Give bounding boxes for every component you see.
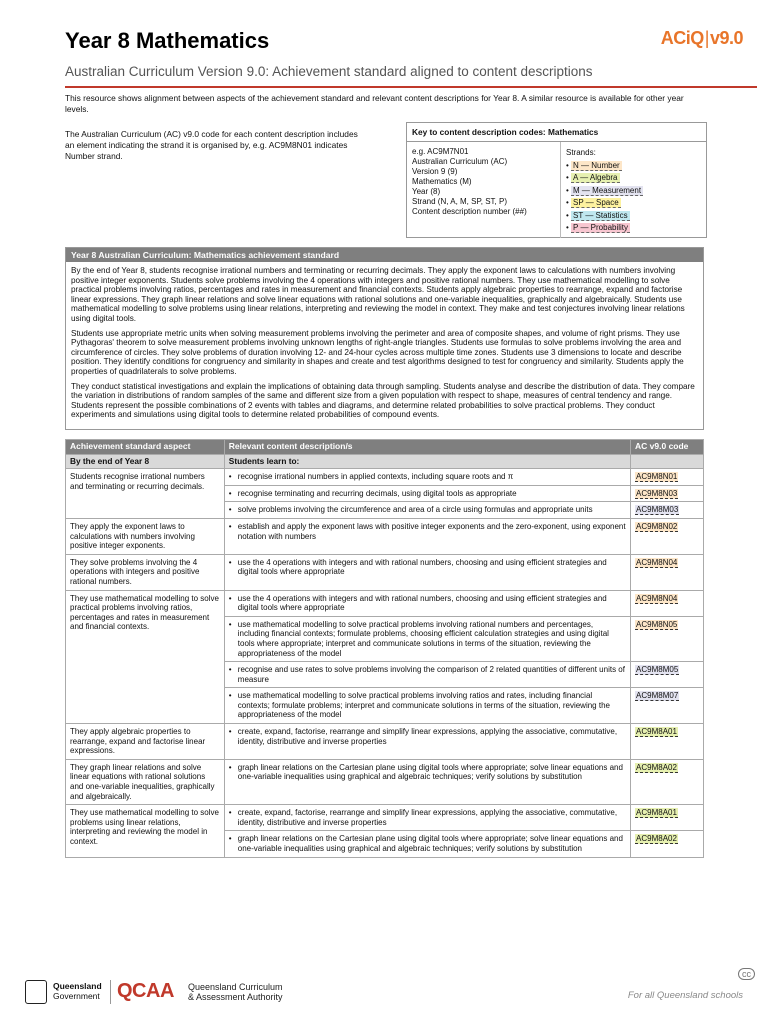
strand-label: P — Probability — [573, 223, 629, 232]
code-cell — [631, 688, 704, 724]
content-description: • graph linear relations on the Cartesian plane using digital tools where appropriate; solve linear equations and one-variable inequalities using graphical and algebraic techniques; verify solutions by substitution — [229, 763, 626, 782]
qg-line2: Government — [53, 990, 100, 1001]
content-description: • use mathematical modelling to solve practical problems involving ratios and rates, including financial contexts; formulate problems; interpret and communicate solutions in terms of the situation, reviewing the appropriateness of the model — [229, 691, 626, 720]
strand-label: M — Measurement — [573, 185, 642, 195]
achievement-paragraph: Students use appropriate metric units when solving measurement problems involving the perimeter and area of composite shapes, and volume of right prisms. They use Pythagoras' theorem to solve measurement problems involving unknown lengths of right-angle triangles. Students use formulas to solve problems involving the area and circumference of circles. They solve problems of duration involving 12- and 24-hour cycles across multiple time zones. Students use 3 dimensions to locate and describe position. They identify conditions for congruency and similarity in shapes and create and test algorithms designed to test for congruency and similarity. Students apply the properties of quadrilaterals to solve problems. — [71, 328, 684, 376]
code-key-box — [406, 122, 707, 238]
code-cell — [631, 518, 704, 554]
page-footer — [25, 969, 755, 1008]
content-description: • recognise terminating and recurring decimals, using digital tools as appropriate — [229, 489, 626, 499]
code-cell — [631, 805, 704, 831]
code-cell — [631, 469, 704, 486]
code-key-example — [412, 147, 557, 217]
key-line: Year (8) — [412, 187, 441, 196]
strands-label: Strands: — [566, 148, 596, 157]
header-divider — [65, 86, 757, 88]
content-code-link[interactable]: AC9M8N03 — [636, 488, 678, 498]
description-cell — [224, 469, 630, 486]
qcaa-name — [188, 982, 283, 1002]
content-description: • recognise and use rates to solve problems involving the comparison of 2 related quantities of different units of measure — [229, 665, 626, 684]
content-code-link[interactable]: AC9M8N01 — [636, 472, 678, 482]
subheader-code — [631, 454, 704, 469]
description-cell — [224, 616, 630, 661]
description-cell — [224, 831, 630, 857]
content-description: • use the 4 operations with integers and with rational numbers, choosing and using efficient strategies and digital tools where appropriate — [229, 594, 626, 613]
content-description: • use mathematical modelling to solve practical problems involving rational numbers and percentages, including financial contexts; formulate problems, choosing efficient calculation strategies and using digital tools where appropriate; interpret and communicate solutions in terms of the situation, reviewing the appropriateness of the model — [229, 620, 626, 658]
strand-label: SP — Space — [573, 198, 619, 207]
aspect-cell: They graph linear relations and solve linear equations with rational solutions and one-variable inequalities, graphically and algebraically. — [66, 759, 225, 804]
description-cell — [224, 688, 630, 724]
aciq-logo — [661, 28, 743, 49]
code-cell — [631, 831, 704, 857]
content-code-link[interactable]: AC9M8M05 — [636, 665, 679, 675]
description-cell — [224, 590, 630, 616]
qld-government-text — [53, 982, 102, 1001]
creative-commons-icon: cc — [738, 968, 755, 980]
aspect-cell: Students recognise irrational numbers and terminating or recurring decimals. — [66, 469, 225, 519]
footer-tagline: For all Queensland schools — [627, 990, 743, 1001]
description-cell — [224, 502, 630, 519]
table-row — [66, 554, 704, 590]
table-row — [66, 518, 704, 554]
table-row — [66, 759, 704, 804]
code-cell — [631, 502, 704, 519]
intro-paragraph: This resource shows alignment between aspects of the achievement standard and relevant content descriptions for Year 8. A similar resource is available for other year levels. — [65, 93, 684, 114]
aspect-cell: They use mathematical modelling to solve problems using linear relations, interpreting and reviewing the model in context. — [66, 805, 225, 857]
aspect-cell: They solve problems involving the 4 operations with integers and positive rational numbers. — [66, 554, 225, 590]
table-row — [66, 590, 704, 616]
code-cell — [631, 590, 704, 616]
strand-item — [566, 222, 704, 235]
strand-item — [566, 160, 704, 173]
column-header-description: Relevant content description/s — [224, 440, 630, 455]
table-subheader-row — [66, 454, 704, 469]
qcaa-line1: Queensland Curriculum — [188, 982, 283, 992]
achievement-paragraph: By the end of Year 8, students recognise irrational numbers and terminating or recurring decimals. They apply the exponent laws to calculations with numbers involving positive integer exponents. Students solve problems involving the 4 operations with integers and positive rational numbers. They use mathematical modelling to solve practical problems involving ratios, percentages and rates in measurement and financial contexts. Students apply algebraic properties to rearrange, expand and factorise linear expressions. They graph linear relations and solve linear equations with rational solutions and one-variable inequalities, graphically and algebraically. Students use mathematical modelling to solve problems using linear relations, interpreting and reviewing the model in context. They make and test conjectures involving linear relations using digital tools. — [71, 266, 685, 323]
logo-version: v9.0 — [709, 28, 743, 48]
content-code-link[interactable]: AC9M8A01 — [636, 808, 677, 818]
column-header-code: AC v9.0 code — [631, 440, 704, 455]
content-description: • create, expand, factorise, rearrange and simplify linear expressions, applying the associative, commutative, identity, distributive and inverse properties — [229, 727, 626, 746]
code-cell — [631, 759, 704, 804]
content-description: • graph linear relations on the Cartesian plane using digital tools where appropriate; solve linear equations and one-variable inequalities using graphical and algebraic techniques; verify solutions by substitution — [229, 834, 626, 853]
description-cell — [224, 805, 630, 831]
content-description: • recognise irrational numbers in applied contexts, including square roots and π — [229, 472, 626, 482]
table-row — [66, 805, 704, 831]
code-key-heading: Key to content description codes: Mathematics — [407, 123, 706, 142]
subheader-aspect: By the end of Year 8 — [66, 454, 225, 469]
table-row — [66, 469, 704, 486]
achievement-paragraph: They conduct statistical investigations and explain the implications of obtaining data through sampling. Students analyse and describe the distribution of data. They compare the variation in distributions of random samples of the same and different size from a given population with respect to shape, measures of central tendency and range. Students represent the possible combinations of 2 events with tables and diagrams, and determine related probabilities to solve practical problems. They conduct experiments and simulations using digital tools to determine related probabilities of compound events. — [71, 381, 695, 420]
content-description: • use the 4 operations with integers and with rational numbers, choosing and using efficient strategies and digital tools where appropriate — [229, 558, 626, 577]
strand-label: A — Algebra — [573, 173, 618, 182]
content-code-link[interactable]: AC9M8N05 — [636, 619, 678, 629]
logo-separator: | — [704, 28, 709, 48]
achievement-standard-body — [66, 262, 703, 429]
achievement-standard-heading: Year 8 Australian Curriculum: Mathematics achievement standard — [66, 248, 703, 262]
content-code-link[interactable]: AC9M8N04 — [636, 557, 678, 567]
code-cell — [631, 485, 704, 502]
page-title: Year 8 Mathematics — [65, 28, 270, 53]
qcaa-line2: & Assessment Authority — [188, 992, 283, 1002]
description-cell — [224, 662, 630, 688]
content-code-link[interactable]: AC9M8M07 — [636, 691, 679, 701]
table-header-row — [66, 440, 704, 455]
key-line: e.g. AC9M7N01 — [412, 147, 469, 156]
logo-left: ACiQ — [660, 28, 704, 48]
strand-list — [566, 147, 704, 235]
footer-divider — [110, 980, 111, 1004]
subheader-description: Students learn to: — [224, 454, 630, 469]
key-line: Australian Curriculum (AC) — [412, 157, 508, 166]
content-code-link[interactable]: AC9M8A01 — [636, 727, 677, 737]
aspect-cell: They use mathematical modelling to solve practical problems involving ratios, percentages and rates in measurement and financial contexts. — [66, 590, 225, 724]
code-cell — [631, 616, 704, 661]
content-code-link[interactable]: AC9M8A02 — [636, 834, 677, 844]
strand-label: ST — Statistics — [573, 210, 628, 220]
key-line: Mathematics (M) — [412, 177, 472, 186]
key-line: Version 9 (9) — [412, 167, 458, 176]
key-line: Strand (N, A, M, SP, ST, P) — [412, 197, 507, 206]
strand-item — [566, 185, 704, 198]
content-description: • solve problems involving the circumference and area of a circle using formulas and appropriate units — [229, 505, 626, 515]
content-description: • create, expand, factorise, rearrange and simplify linear expressions, applying the associative, commutative, identity, distributive and inverse properties — [229, 808, 626, 827]
page-subtitle: Australian Curriculum Version 9.0: Achievement standard aligned to content descriptions — [65, 64, 593, 79]
description-cell — [224, 724, 630, 760]
strand-items — [566, 160, 704, 235]
table-body — [66, 469, 704, 857]
code-explanation: The Australian Curriculum (AC) v9.0 code for each content description includes an element indicating the strand it is organised by, e.g. AC9M8N01 indicates Number strand. — [65, 129, 358, 161]
key-divider — [560, 142, 561, 238]
qcaa-logo: QCAA — [117, 980, 174, 1002]
content-description: • establish and apply the exponent laws with positive integer exponents and the zero-exponent, using exponent notation with numbers — [229, 522, 626, 541]
code-cell — [631, 724, 704, 760]
qg-line1: Queensland — [53, 981, 102, 991]
queensland-crest-icon — [25, 980, 47, 1004]
content-code-link[interactable]: AC9M8A02 — [636, 762, 677, 772]
aspect-cell: They apply algebraic properties to rearrange, expand and factorise linear expressions. — [66, 724, 225, 760]
table-row — [66, 724, 704, 760]
content-code-link[interactable]: AC9M8M03 — [636, 505, 679, 515]
strand-item — [566, 210, 704, 223]
alignment-table — [65, 439, 704, 858]
strand-item — [566, 172, 704, 185]
content-code-link[interactable]: AC9M8N02 — [636, 521, 678, 531]
code-cell — [631, 554, 704, 590]
strand-label: N — Number — [573, 160, 620, 170]
strand-item — [566, 197, 704, 210]
description-cell — [224, 485, 630, 502]
description-cell — [224, 759, 630, 804]
achievement-standard-box — [65, 247, 704, 430]
content-code-link[interactable]: AC9M8N04 — [636, 593, 678, 603]
key-line: Content description number (##) — [412, 207, 527, 216]
column-header-aspect: Achievement standard aspect — [66, 440, 225, 455]
code-cell — [631, 662, 704, 688]
description-cell — [224, 554, 630, 590]
description-cell — [224, 518, 630, 554]
aspect-cell: They apply the exponent laws to calculations with numbers involving positive integer exponents. — [66, 518, 225, 554]
page-header — [65, 28, 755, 79]
